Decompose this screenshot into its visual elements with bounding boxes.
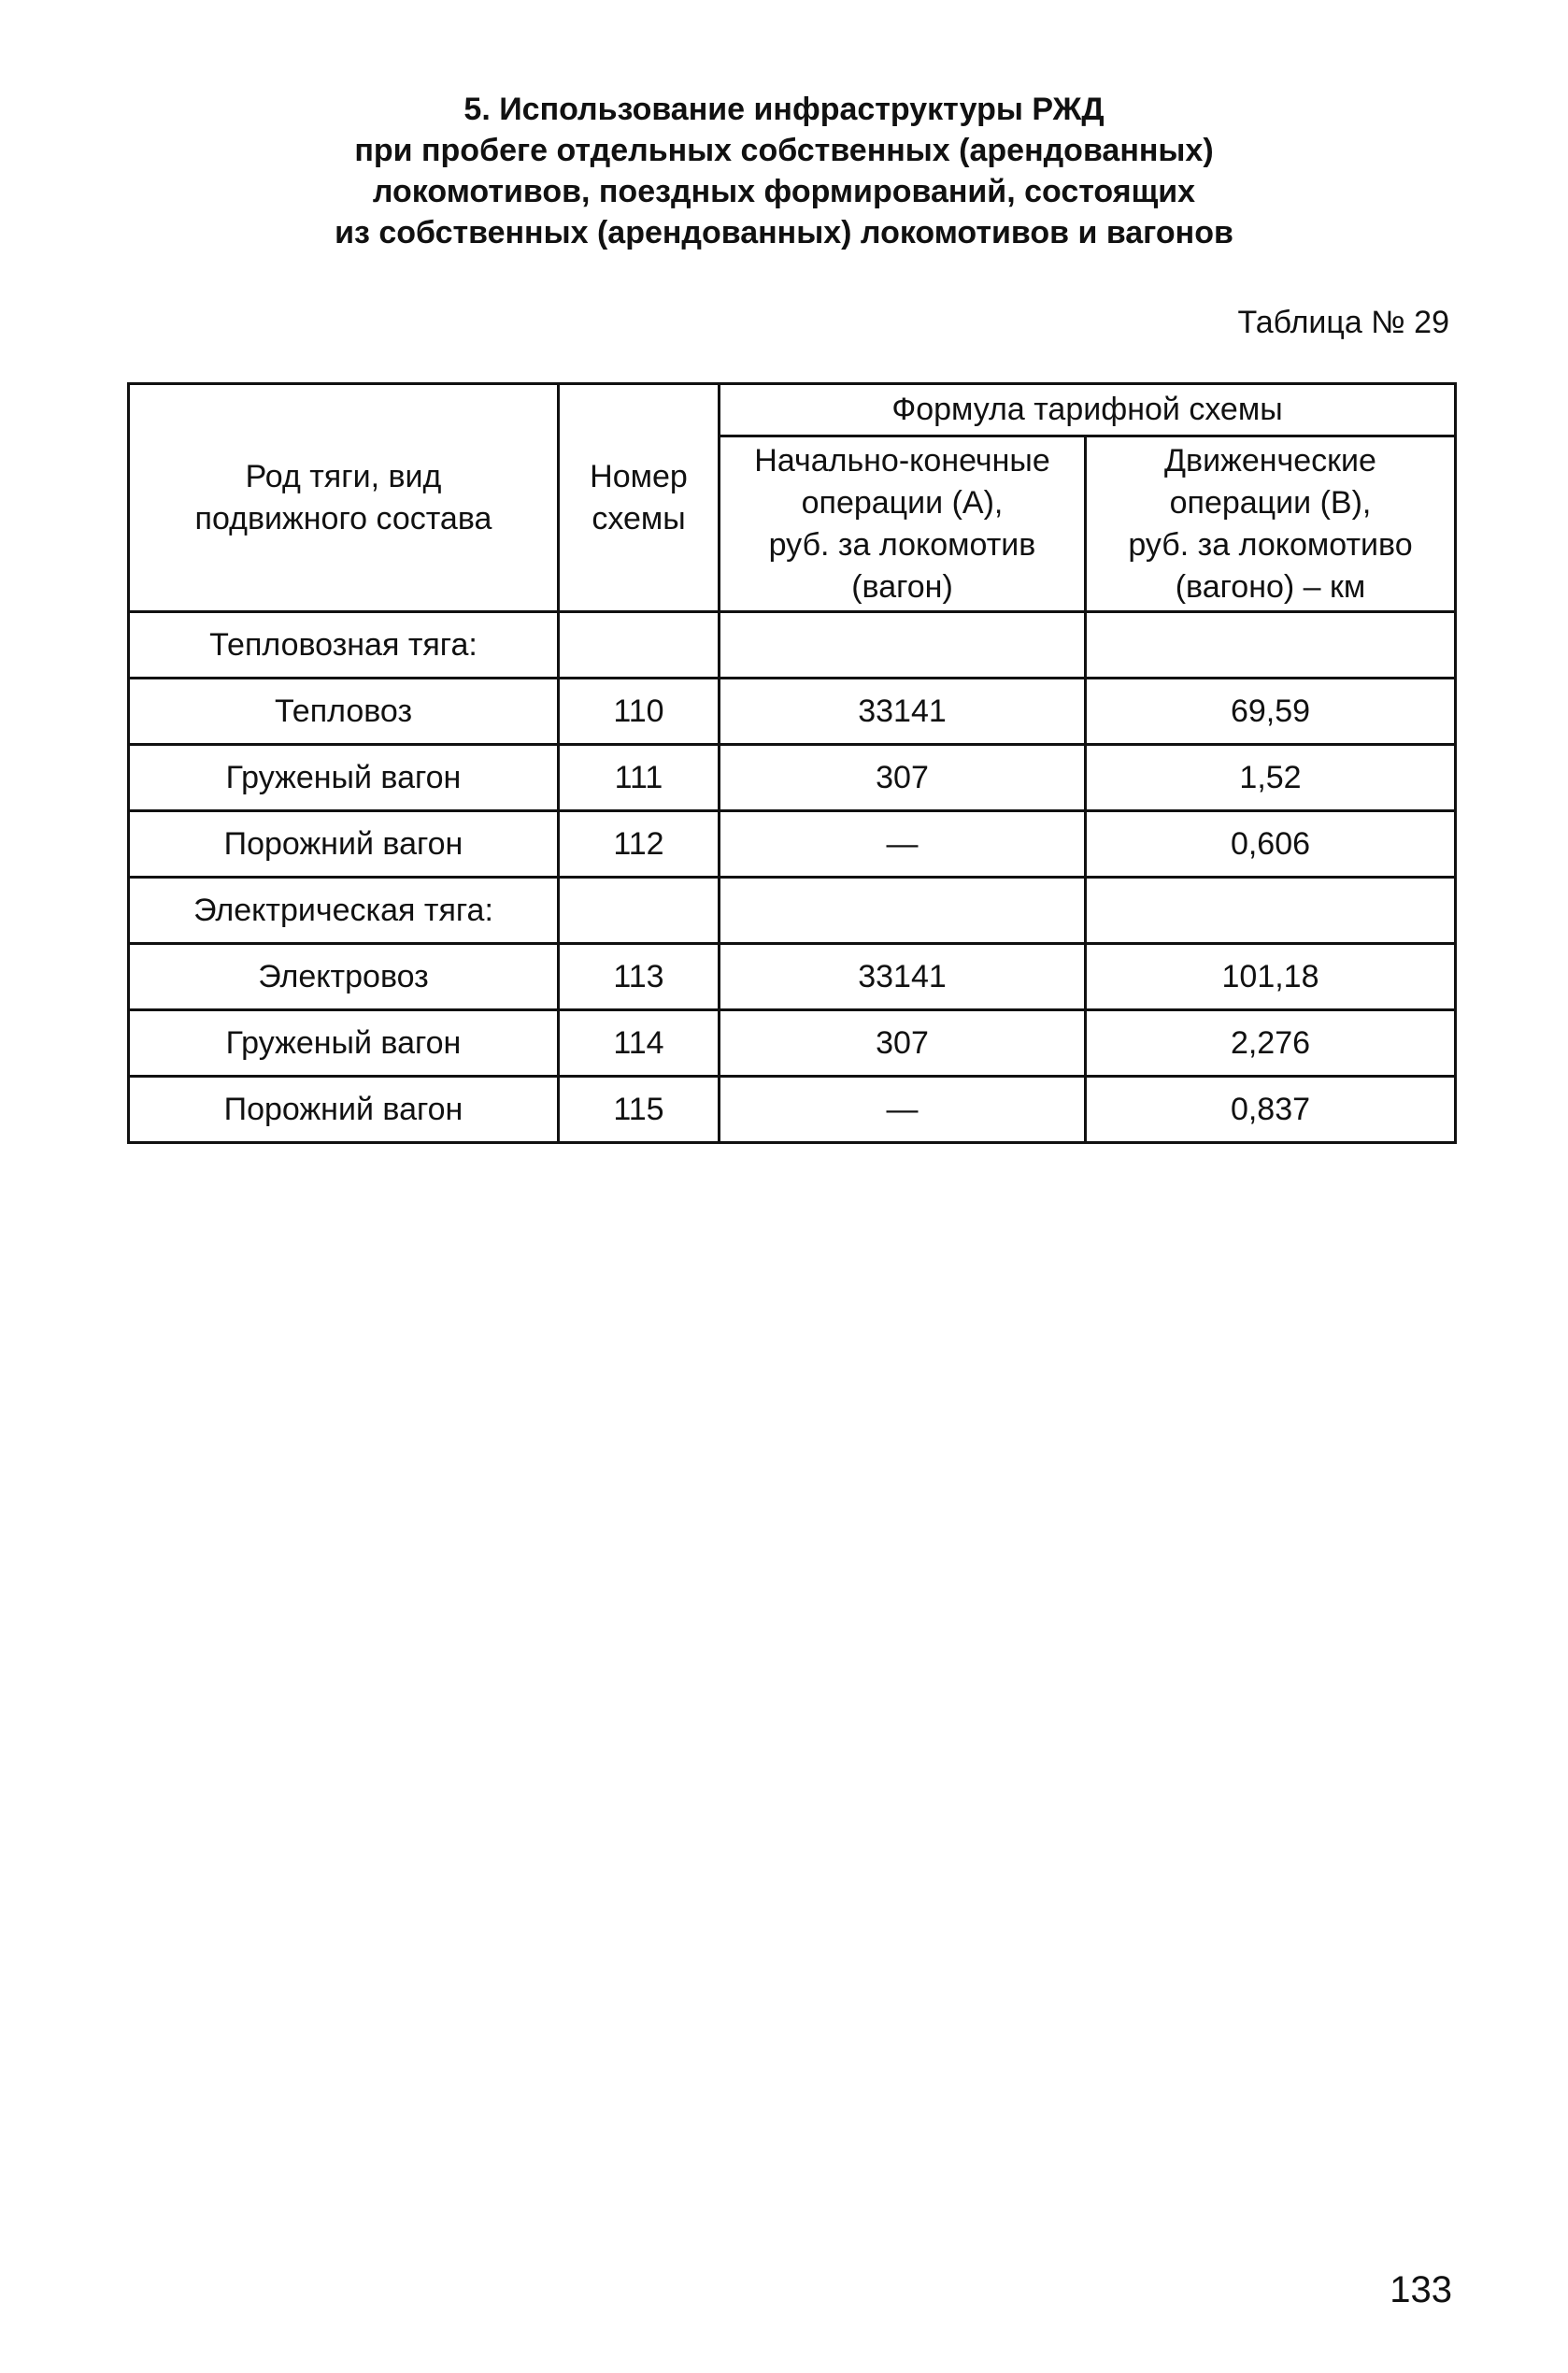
row-scheme: 114 — [559, 1010, 720, 1077]
table-row — [129, 944, 1456, 1010]
table-row — [129, 745, 1456, 811]
header-line: Начально-конечные — [754, 442, 1050, 479]
row-value-a: — — [720, 811, 1086, 878]
row-value-a — [720, 878, 1086, 944]
header-line: руб. за локомотиво — [1128, 526, 1413, 563]
heading-line: 5. Использование инфраструктуры РЖД — [463, 92, 1105, 127]
row-name: Груженый вагон — [129, 1010, 559, 1077]
row-name: Тепловозная тяга: — [129, 612, 559, 679]
row-value-a: 33141 — [720, 944, 1086, 1010]
header-scheme-number — [559, 384, 720, 612]
row-scheme: 115 — [559, 1077, 720, 1143]
row-scheme: 113 — [559, 944, 720, 1010]
row-value-a: 307 — [720, 1010, 1086, 1077]
row-value-b — [1086, 878, 1456, 944]
table-row — [129, 878, 1456, 944]
row-value-b: 0,606 — [1086, 811, 1456, 878]
row-scheme: 112 — [559, 811, 720, 878]
row-value-a: 307 — [720, 745, 1086, 811]
tariff-table — [127, 382, 1457, 1144]
table-row — [129, 811, 1456, 878]
header-line: Род тяги, вид — [245, 458, 442, 494]
header-line: руб. за локомотив — [768, 526, 1036, 563]
section-heading — [168, 89, 1400, 253]
row-value-a: — — [720, 1077, 1086, 1143]
row-name: Порожний вагон — [129, 811, 559, 878]
row-value-b: 0,837 — [1086, 1077, 1456, 1143]
row-scheme: 110 — [559, 679, 720, 745]
row-scheme: 111 — [559, 745, 720, 811]
header-line: Номер — [590, 458, 688, 494]
row-scheme — [559, 878, 720, 944]
header-tariff-formula: Формула тарифной схемы — [720, 384, 1456, 436]
header-line: (вагон) — [851, 568, 953, 605]
row-value-a: 33141 — [720, 679, 1086, 745]
table-number: Таблица № 29 — [1237, 305, 1449, 340]
row-scheme — [559, 612, 720, 679]
header-line: (вагоно) – км — [1175, 568, 1366, 605]
table-row — [129, 1077, 1456, 1143]
header-line: схемы — [592, 500, 686, 536]
row-value-b: 101,18 — [1086, 944, 1456, 1010]
heading-line: при пробеге отдельных собственных (арендованных) — [354, 133, 1214, 168]
header-traction-type — [129, 384, 559, 612]
page-number: 133 — [1390, 2269, 1452, 2310]
heading-line: локомотивов, поездных формирований, состоящих — [372, 174, 1196, 209]
row-value-b: 1,52 — [1086, 745, 1456, 811]
row-value-b: 2,276 — [1086, 1010, 1456, 1077]
row-value-b: 69,59 — [1086, 679, 1456, 745]
table-row — [129, 612, 1456, 679]
heading-line: из собственных (арендованных) локомотивов и вагонов — [335, 215, 1233, 250]
header-line: операции (В), — [1169, 484, 1372, 521]
header-initial-final-operations — [720, 436, 1086, 612]
row-name: Порожний вагон — [129, 1077, 559, 1143]
row-name: Электрическая тяга: — [129, 878, 559, 944]
table-row — [129, 1010, 1456, 1077]
row-name: Груженый вагон — [129, 745, 559, 811]
header-movement-operations — [1086, 436, 1456, 612]
table-row — [129, 679, 1456, 745]
row-value-b — [1086, 612, 1456, 679]
row-name: Тепловоз — [129, 679, 559, 745]
header-line: подвижного состава — [194, 500, 492, 536]
row-name: Электровоз — [129, 944, 559, 1010]
row-value-a — [720, 612, 1086, 679]
header-line: Движенческие — [1164, 442, 1376, 479]
header-line: операции (А), — [801, 484, 1004, 521]
